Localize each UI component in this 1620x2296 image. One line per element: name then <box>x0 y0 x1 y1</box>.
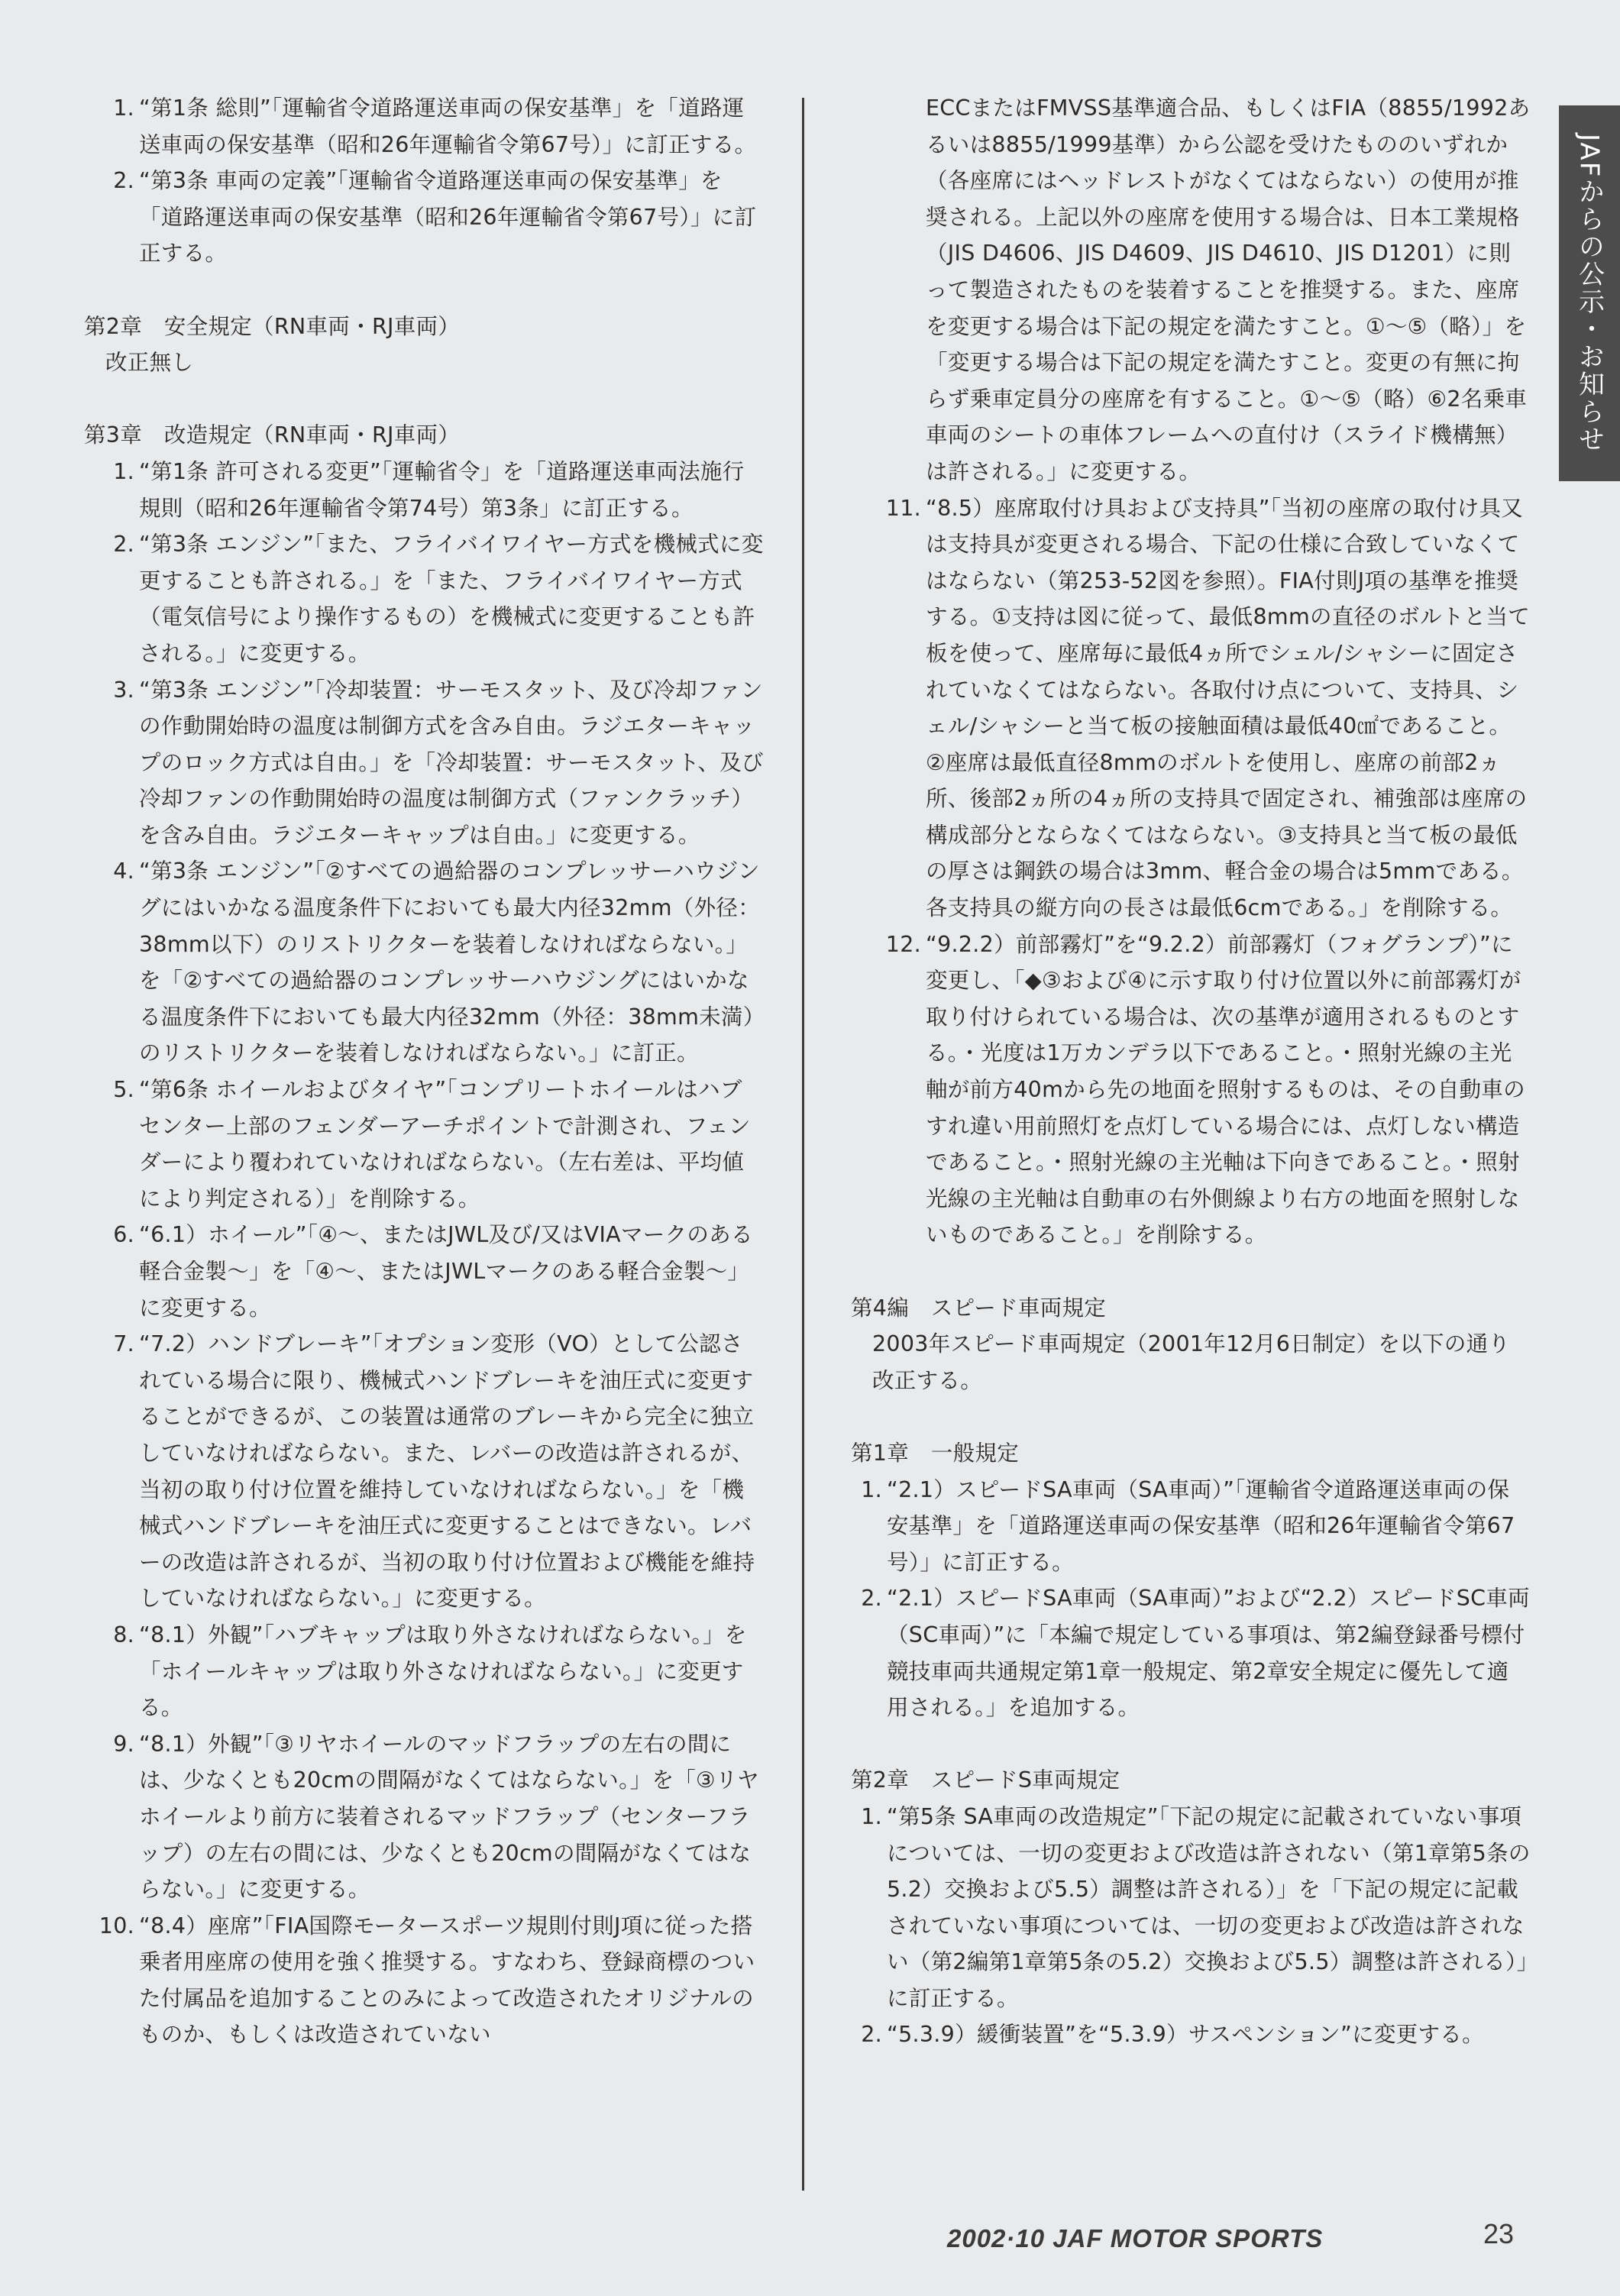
item-text: “2.1）スピードSA車両（SA車両）”「運輸省令道路運送車両の保安基準」を「道路運送車両の保安基準（昭和26年運輸省令第67号）」に訂正する。 <box>887 1476 1515 1575</box>
item-number: 9. <box>113 1731 134 1757</box>
item-text: “第5条 SA車両の改造規定”「下記の規定に記載されていない事項については、一切の変更および改造は許されない（第1章第5条の5.2）交換および5.5）調整は許される）」を「下記の規定に記載されていない事項については、一切の変更および改造は許されない（第2編第1章第5条の5.2）交換および5.5）調整は許される）」に訂正する。 <box>887 1803 1531 2011</box>
item-number: 5. <box>113 1077 134 1103</box>
item-number: 1. <box>861 1476 882 1502</box>
list-item <box>84 1908 764 2053</box>
item-text: “5.3.9）緩衝装置”を“5.3.9）サスペンション”に変更する。 <box>887 2022 1484 2048</box>
item-text: “第3条 エンジン”「冷却装置：サーモスタット、及び冷却ファンの作動開始時の温度は制御方式を含み自由。ラジエターキャップのロック方式は自由。」を「冷却装置：サーモスタット、及び冷却ファンの作動開始時の温度は制御方式（ファンクラッチ）を含み自由。ラジエターキャップは自由。」に変更する。 <box>139 677 764 848</box>
item-number: 2. <box>861 2022 882 2048</box>
part-text: 2003年スピード車両規定（2001年12月6日制定）を以下の通り改正する。 <box>872 1331 1511 1393</box>
part-heading: 第4編 スピード車両規定 <box>851 1295 1107 1321</box>
item-text: “第1条 総則”「運輸省令道路運送車両の保安基準」を「道路運送車両の保安基準（昭和26年運輸省令第67号）」に訂正する。 <box>139 95 757 157</box>
list-item <box>851 1580 1531 1725</box>
item-text: “8.4）座席”「FIA国際モータースポーツ規則付則J項に従った搭乗者用座席の使用を強く推奨する。すなわち、登録商標のついた付属品を追加することのみによって改造されたオリジナルのものか、もしくは改造されていない <box>139 1913 755 2048</box>
item-number: 7. <box>113 1331 134 1357</box>
chapter-heading: 第2章 スピードS車両規定 <box>851 1767 1120 1793</box>
item-number: 2. <box>113 532 134 558</box>
item-number: 2. <box>113 168 134 194</box>
item-number: 6. <box>113 1222 134 1248</box>
magazine-footer: 2002·10 JAF MOTOR SPORTS <box>947 2224 1324 2252</box>
list-item <box>84 1072 764 1217</box>
list-item <box>84 526 764 671</box>
item-number: 8. <box>113 1622 134 1648</box>
list-item <box>851 926 1531 1253</box>
chapter-text: 改正無し <box>105 350 194 376</box>
list-item <box>84 454 764 526</box>
item-text: “7.2）ハンドブレーキ”「オプション変形（VO）として公認されている場合に限り、機械式ハンドブレーキを油圧式に変更することができるが、この装置は通常のブレーキから完全に独立していなければならない。また、レバーの改造は許されるが、当初の取り付け位置を維持していなければならない。」を「機械式ハンドブレーキを油圧式に変更することはできない。レバーの改造は許されるが、当初の取り付け位置および機能を維持していなければならない。」に変更する。 <box>139 1331 755 1612</box>
item-text: “8.1）外観”「ハブキャップは取り外さなければならない。」を「ホイールキャップは取り外さなければならない。」に変更する。 <box>139 1622 747 1721</box>
list-item <box>84 1726 764 1908</box>
list-item <box>851 1799 1531 2017</box>
list-item <box>84 1617 764 1726</box>
right-column <box>851 90 1531 2053</box>
list-item <box>84 853 764 1072</box>
item-number: 10. <box>99 1913 134 1939</box>
item-text: “第1条 許可される変更”「運輸省令」を「道路運送車両法施行規則（昭和26年運輸省令第74号）第3条」に訂正する。 <box>139 458 745 521</box>
section-tab: JAFからの公示・お知らせ <box>1559 105 1620 481</box>
item-text: “9.2.2）前部霧灯”を“9.2.2）前部霧灯（フォグランプ）”に変更し、「◆③および④に示す取り付け位置以外に前部霧灯が取り付けられている場合は、次の基準が適用されるものとする。・光度は1万カンデラ以下であること。・照射光線の主光軸が前方40mから先の地面を照射するものは、その自動車のすれ違い用前照灯を点灯している場合には、点灯しない構造であること。・照射光線の主光軸は下向きであること。・照射光線の主光軸は自動車の右外側線より右方の地面を照射しないものであること。」を削除する。 <box>926 931 1525 1248</box>
list-item <box>84 90 764 163</box>
column-divider <box>802 98 804 2191</box>
item-text: “2.1）スピードSA車両（SA車両）”および“2.2）スピードSC車両（SC車両）”に「本編で規定している事項は、第2編登録番号標付競技車両共通規定第1章一般規定、第2章安全規定に優先して適用される。」を追加する。 <box>887 1586 1530 1721</box>
item-number: 4. <box>113 859 134 884</box>
list-item <box>84 1217 764 1326</box>
item-number: 2. <box>861 1586 882 1612</box>
chapter-heading: 第3章 改造規定（RN車両・RJ車両） <box>84 422 461 448</box>
item-text: ECCまたはFMVSS基準適合品、もしくはFIA（8855/1992あるいは8855/1999基準）から公認を受けたもののいずれか（各座席にはヘッドレストがなくてはならない）の使用が推奨される。上記以外の座席を使用する場合は、日本工業規格（JIS D4606、JIS D4609、JIS D4610、JIS D1201）に則って製造されたものを装着することを推奨する。また、座席を変更する場合は下記の規定を満たすこと。①～⑤（略）」を「変更する場合は下記の規定を満たすこと。変更の有無に拘らず乗車定員分の座席を有すること。①～⑤（略）⑥2名乗車車両のシートの車体フレームへの直付け（スライド機構無）は許される。」に変更する。 <box>926 95 1531 484</box>
item-text: “第6条 ホイールおよびタイヤ”「コンプリートホイールはハブセンター上部のフェンダーアーチポイントで計測され、フェンダーにより覆われていなければならない。（左右差は、平均値により判定される）」を削除する。 <box>139 1077 751 1211</box>
item-number: 1. <box>113 95 134 121</box>
item-number: 3. <box>113 677 134 703</box>
item-number: 11. <box>885 495 921 521</box>
list-item <box>84 1326 764 1617</box>
item-number: 12. <box>885 931 921 957</box>
list-item <box>851 1472 1531 1581</box>
list-item <box>851 490 1531 926</box>
item-number: 1. <box>861 1803 882 1829</box>
item-number: 1. <box>113 458 134 484</box>
list-item <box>84 163 764 272</box>
continued-text <box>851 90 1531 490</box>
item-text: “第3条 車両の定義”「運輸省令道路運送車両の保安基準」を「道路運送車両の保安基準（昭和26年運輸省令第67号）」に訂正する。 <box>139 168 757 267</box>
item-text: “第3条 エンジン”「また、フライバイワイヤー方式を機械式に変更することも許される。」を「また、フライバイワイヤー方式（電気信号により操作するもの）を機械式に変更することも許される。」に変更する。 <box>139 532 764 666</box>
page-number: 23 <box>1483 2218 1515 2249</box>
list-item <box>851 2016 1531 2053</box>
left-column <box>84 90 764 2053</box>
item-text: “8.5）座席取付け具および支持具”「当初の座席の取付け具又は支持具が変更される場合、下記の仕様に合致していなくてはならない（第253-52図を参照）。FIA付則J項の基準を推奨する。①支持は図に従って、最低8mmの直径のボルトと当て板を使って、座席毎に最低4ヵ所でシェル/シャシーに固定されていなくてはならない。各取付け点について、支持具、シェル/シャシーと当て板の接触面積は最低40㎠であること。②座席は最低直径8mmのボルトを使用し、座席の前部2ヵ所、後部2ヵ所の4ヵ所の支持具で固定され、補強部は座席の構成部分とならなくてはならない。③支持具と当て板の最低の厚さは鋼鉄の場合は3mm、軽合金の場合は5mmである。各支持具の縦方向の長さは最低6cmである。」を削除する。 <box>926 495 1531 921</box>
chapter-heading: 第1章 一般規定 <box>851 1440 1020 1466</box>
item-text: “6.1）ホイール”「④～、またはJWL及び/又はVIAマークのある軽合金製～」を「④～、またはJWLマークのある軽合金製～」に変更する。 <box>139 1222 753 1321</box>
item-text: “第3条 エンジン”「②すべての過給器のコンプレッサーハウジングにはいかなる温度条件下においても最大内径32mm（外径：38mm以下）のリストリクターを装着しなければならない。」を「②すべての過給器のコンプレッサーハウジングにはいかなる温度条件下においても最大内径32mm（外径：38mm未満）のリストリクターを装着しなければならない。」に訂正。 <box>139 859 760 1066</box>
chapter-heading: 第2章 安全規定（RN車両・RJ車両） <box>84 313 461 339</box>
item-text: “8.1）外観”「③リヤホイールのマッドフラップの左右の間には、少なくとも20cmの間隔がなくてはならない。」を「③リヤホイールより前方に装着されるマッドフラップ（センターフラップ）の左右の間には、少なくとも20cmの間隔がなくてはならない。」に変更する。 <box>139 1731 759 1903</box>
list-item <box>84 672 764 854</box>
